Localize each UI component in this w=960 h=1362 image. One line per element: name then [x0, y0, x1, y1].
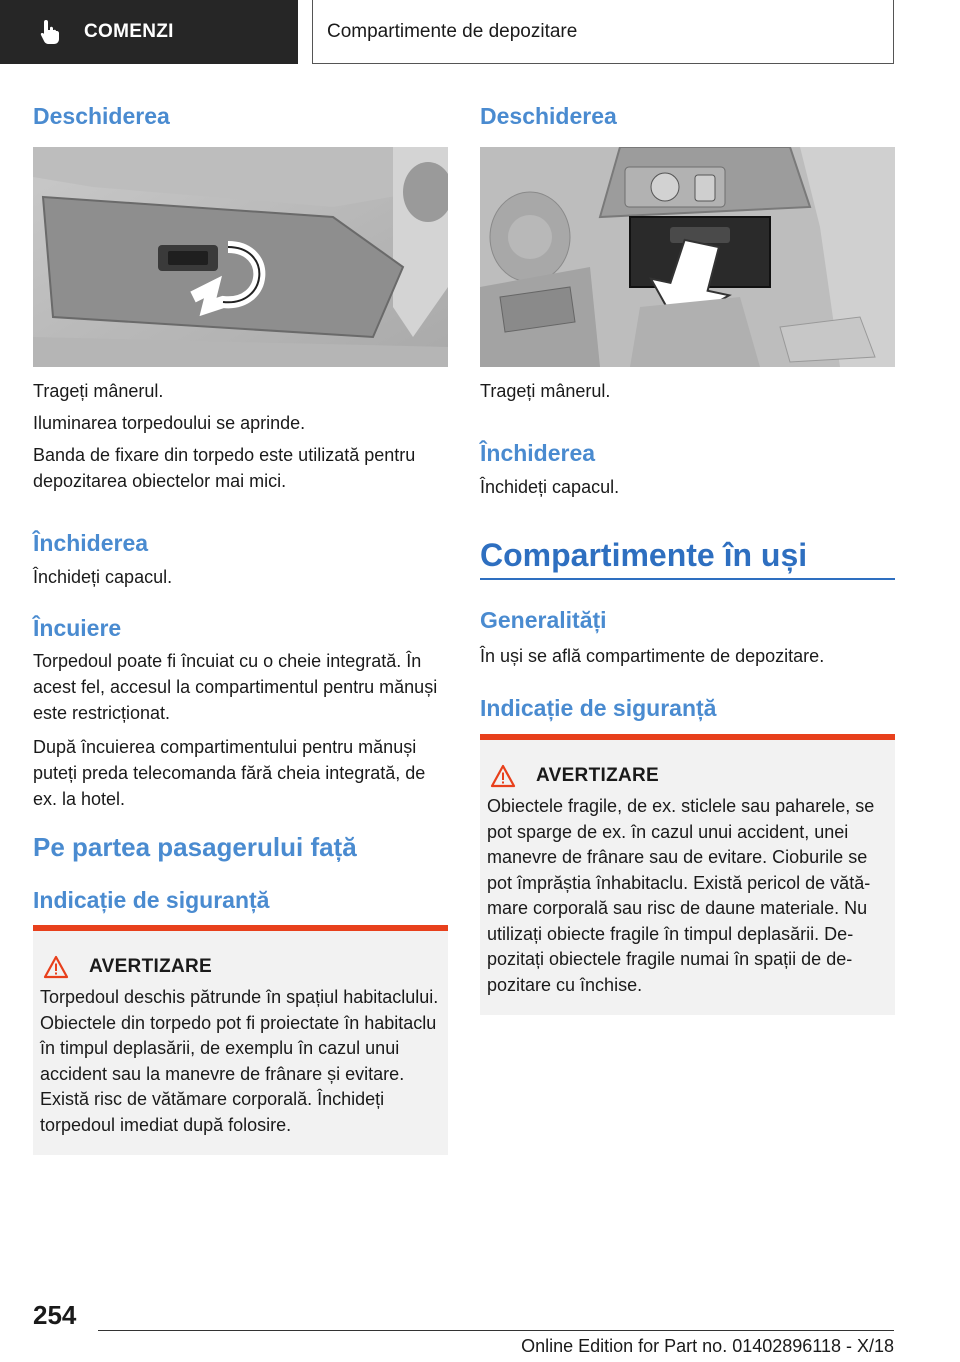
- text-strap: Banda de fixare din torpedo este utilizată pentru depozitarea obiectelor mai mici.: [33, 445, 416, 491]
- heading-door-compartments: Compartimente în uși: [480, 537, 808, 573]
- text-close-left: Închideți capacul.: [33, 567, 173, 587]
- heading-open-right: Deschiderea: [480, 103, 617, 129]
- hand-pointer-icon: [38, 18, 62, 46]
- glovebox-photo: [33, 147, 448, 367]
- chapter-header: [312, 0, 894, 64]
- footwell-compartment-photo: [480, 147, 895, 367]
- footwell-illustration: [480, 147, 895, 367]
- warning-header-left: [43, 955, 212, 979]
- chapter-title: Compartimente de depozitare: [327, 20, 578, 42]
- section-tab-label: COMENZI: [84, 21, 174, 42]
- heading-general: Generalități: [480, 607, 607, 633]
- warning-box-left: [33, 925, 448, 1155]
- heading-open-left: Deschiderea: [33, 103, 170, 129]
- text-pull-handle-right: Trageți mânerul.: [480, 381, 611, 401]
- heading-close-left: Închiderea: [33, 530, 149, 556]
- text-general: În uși se află compartimente de depozitare.: [480, 646, 825, 666]
- text-lock-2: După încuierea compartimentului pentru mănuși puteți preda telecomanda fără cheia integrată, de ex. la hotel.: [33, 737, 426, 809]
- footer-edition: Online Edition for Part no. 01402896118 - X/18: [521, 1336, 894, 1356]
- heading-close-right: Închiderea: [480, 440, 596, 466]
- text-close-right: Închideți capacul.: [480, 477, 620, 497]
- warning-triangle-icon: [490, 764, 516, 788]
- warning-header-right: [490, 764, 659, 788]
- warning-box-right: [480, 734, 895, 1015]
- heading-lock: Încuiere: [33, 615, 122, 641]
- warning-text-left: Torpedoul deschis pătrunde în spațiul habitaclului. Obiectele din torpedo pot fi proiectate în habitaclu în timpul deplasării, de exemplu în cazul unui accident sau la manevre de frânare și evitare. Există risc de vătămare corporală. Închideți torpedoul imediat după folosire.: [40, 987, 439, 1135]
- page-number: 254: [33, 1300, 77, 1330]
- heading-passenger-side: Pe partea pasagerului față: [33, 832, 357, 862]
- heading-safety-right: Indicație de siguranță: [480, 695, 717, 721]
- text-lock-1: Torpedoul poate fi încuiat cu o cheie integrată. În acest fel, accesul la compartimentul pentru mănuși este restricționat.: [33, 651, 438, 723]
- warning-triangle-icon: [43, 955, 69, 979]
- warning-title-left: AVERTIZARE: [89, 956, 212, 977]
- warning-title-right: AVERTIZARE: [536, 765, 659, 786]
- text-pull-handle: Trageți mânerul.: [33, 381, 164, 401]
- heading-rule: [480, 578, 895, 580]
- warning-text-right: Obiectele fragile, de ex. sticlele sau paharele, se pot sparge de ex. în cazul unui accident, unei manevre de frânare sau de evitare. Cioburile se pot împrăștia înhabitaclu. Există pericol de vătămare corporală sau risc de daune materiale. Nu utilizați obiecte fragile în timpul deplasării. Depozitați obiectele fragile numai în spații de depozitare cu închise.: [487, 796, 875, 995]
- heading-safety-left: Indicație de siguranță: [33, 887, 270, 913]
- section-tab[interactable]: [0, 0, 298, 64]
- glovebox-illustration: [33, 147, 448, 367]
- footer-rule: [98, 1330, 894, 1331]
- text-lighting: Iluminarea torpedoului se aprinde.: [33, 413, 306, 433]
